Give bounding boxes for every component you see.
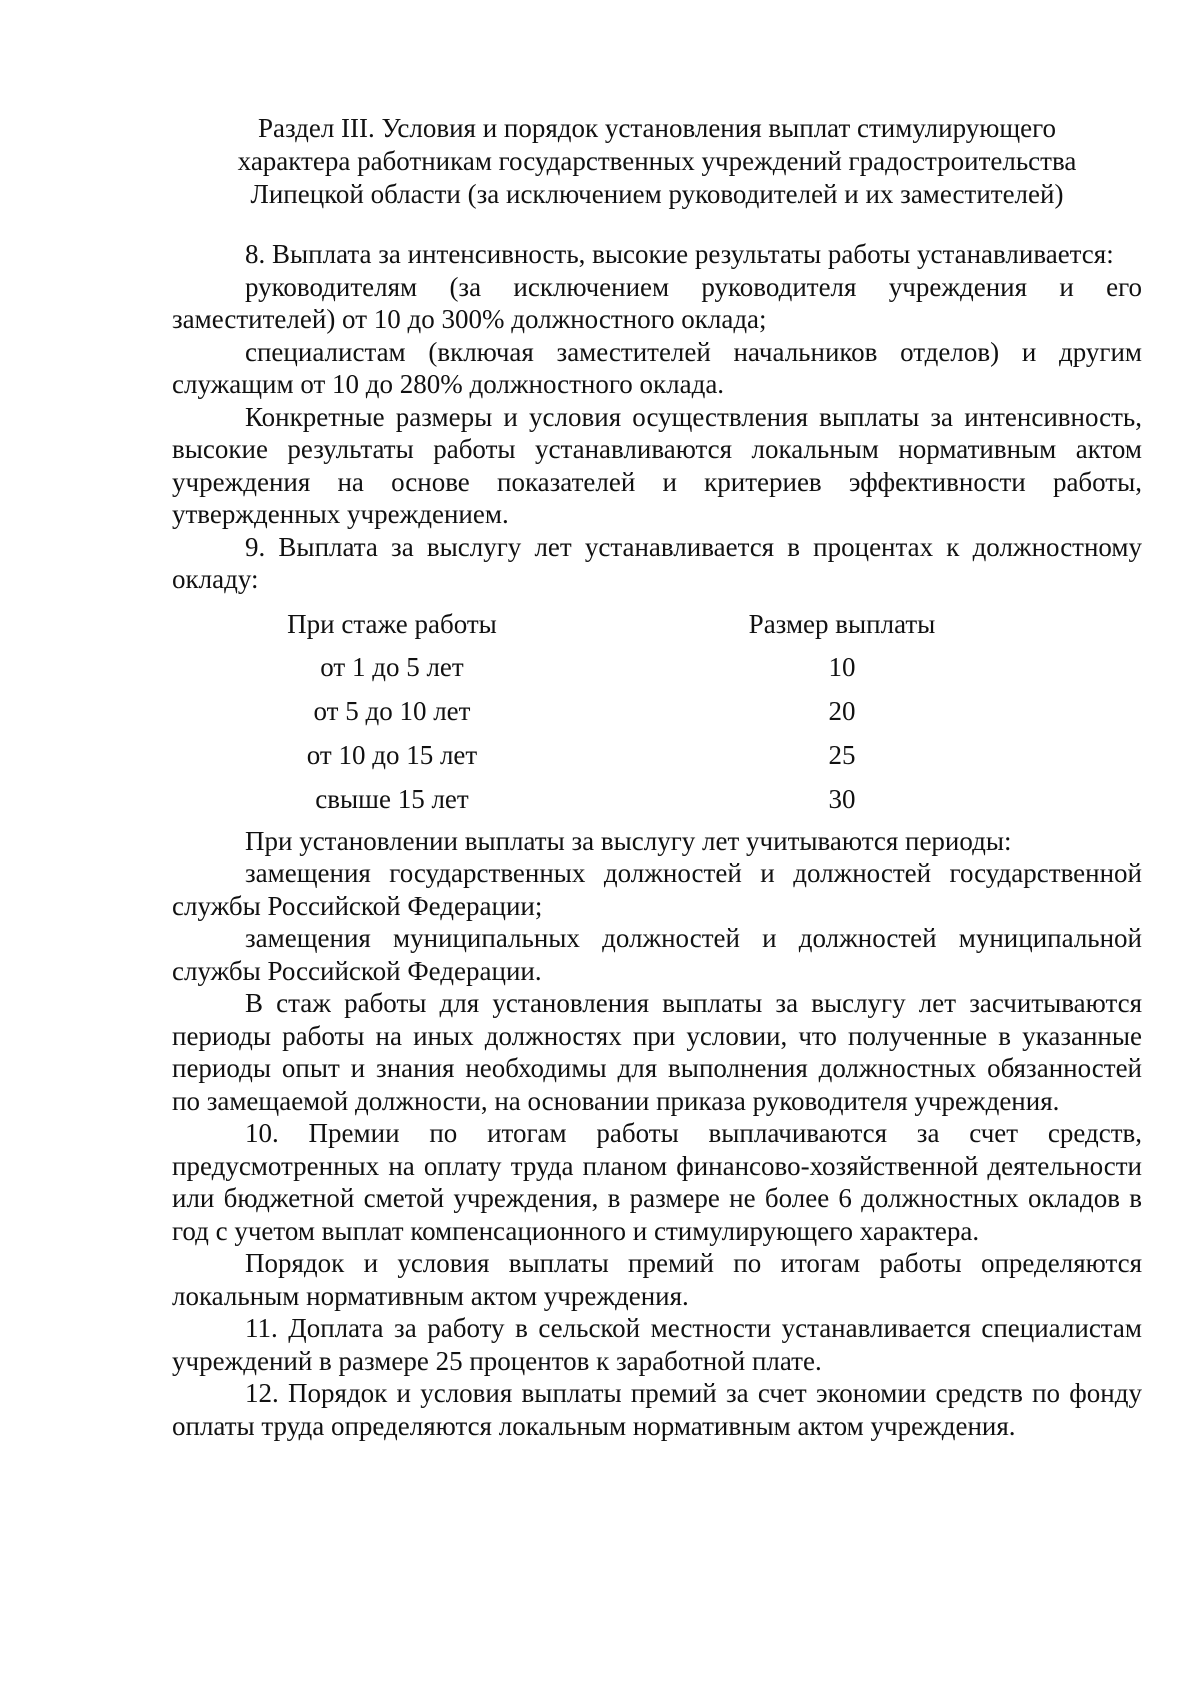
table-cell-payment: 20	[828, 695, 856, 726]
clause-8-managers: руководителям (за исключением руководителя учреждения и его заместителей) от 10 до 300% должностного оклада;	[172, 271, 1142, 334]
table-cell-experience: свыше 15 лет	[315, 783, 469, 814]
section-title-line-1: Раздел III. Условия и порядок установления выплат стимулирующего	[257, 113, 1057, 143]
document-page	[172, 112, 1142, 1442]
clause-8-specialists: специалистам (включая заместителей начальников отделов) и другим служащим от 10 до 280% должностного оклада.	[172, 336, 1142, 399]
clause-8-intro: 8. Выплата за интенсивность, высокие результаты работы устанавливается:	[245, 239, 1114, 269]
seniority-table	[172, 603, 1142, 821]
clause-10-procedure: Порядок и условия выплаты премий по итогам работы определяются локальным нормативным актом учреждения.	[172, 1248, 1142, 1311]
section-title-line-3: Липецкой области (за исключением руководителей и их заместителей)	[250, 179, 1064, 209]
table-cell-payment: 10	[828, 651, 856, 682]
clause-12-savings: 12. Порядок и условия выплаты премий за счет экономии средств по фонду оплаты труда определяются локальным нормативным актом учреждения.	[172, 1378, 1142, 1441]
section-title	[172, 112, 1142, 211]
clause-10-bonuses: 10. Премии по итогам работы выплачиваются за счет средств, предусмотренных на оплату труда планом финансово-хозяйственной деятельности или бюджетной сметой учреждения, в размере не более 6 должностных окладов в год с учетом выплат компенсационного и стимулирующего характера.	[172, 1118, 1142, 1246]
seniority-period-state: замещения государственных должностей и должностей государственной службы Российской Федерации;	[172, 858, 1142, 921]
section-title-line-2: характера работникам государственных учреждений градостроительства	[237, 146, 1077, 176]
table-cell-experience: от 10 до 15 лет	[306, 739, 478, 770]
table-cell-experience: от 1 до 5 лет	[320, 651, 464, 682]
table-cell-payment: 30	[828, 783, 856, 814]
seniority-other-positions: В стаж работы для установления выплаты за выслугу лет засчитываются периоды работы на иных должностях при условии, что полученные в указанные периоды опыт и знания необходимы для выполнения должностных обязанностей по замещаемой должности, на основании приказа руководителя учреждения.	[172, 988, 1142, 1116]
clause-8-conditions: Конкретные размеры и условия осуществления выплаты за интенсивность, высокие результаты работы устанавливаются локальным нормативным актом учреждения на основе показателей и критериев эффективности работы, утвержденных учреждением.	[172, 401, 1142, 529]
table-cell-experience: от 5 до 10 лет	[313, 695, 471, 726]
table-header-payment: Размер выплаты	[748, 608, 936, 639]
seniority-period-municipal: замещения муниципальных должностей и должностей муниципальной службы Российской Федерации.	[172, 923, 1142, 986]
table-header-experience: При стаже работы	[287, 608, 497, 639]
table-cell-payment: 25	[828, 739, 856, 770]
clause-11-rural: 11. Доплата за работу в сельской местности устанавливается специалистам учреждений в размере 25 процентов к заработной плате.	[172, 1313, 1142, 1376]
clause-9-intro: 9. Выплата за выслугу лет устанавливается в процентах к должностному окладу:	[172, 531, 1142, 594]
seniority-periods-intro: При установлении выплаты за выслугу лет учитываются периоды:	[245, 825, 1012, 856]
